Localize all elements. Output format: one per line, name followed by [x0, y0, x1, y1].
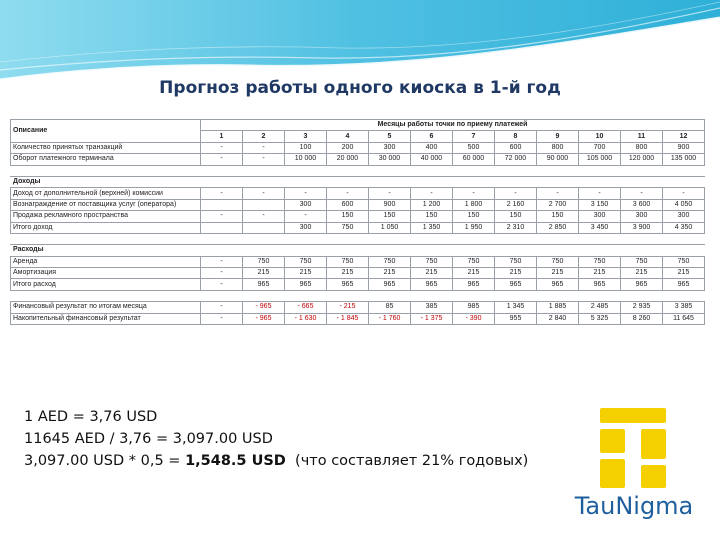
table-cell: 105 000 — [579, 154, 621, 165]
table-cell — [579, 165, 621, 176]
table-cell: 300 — [621, 211, 663, 222]
table-cell — [285, 165, 327, 176]
table-cell — [327, 233, 369, 244]
table-cell: - — [621, 188, 663, 199]
table-row — [11, 256, 705, 267]
table-cell: 800 — [621, 142, 663, 153]
table-cell — [243, 165, 285, 176]
table-cell — [579, 176, 621, 187]
row-label: Накопительный финансовый результат — [11, 313, 201, 324]
table-cell: 150 — [453, 211, 495, 222]
table-cell: 2 310 — [495, 222, 537, 233]
row-label: Амортизация — [11, 268, 201, 279]
table-row — [11, 142, 705, 153]
table-cell: - 965 — [243, 302, 285, 313]
table-row — [11, 211, 705, 222]
table-cell — [411, 176, 453, 187]
row-label: Оборот платежного терминала — [11, 154, 201, 165]
table-cell — [411, 165, 453, 176]
table-cell: 85 — [369, 302, 411, 313]
conversion-note: 11645 AED / 3,76 = 3,097.00 USD — [24, 431, 273, 447]
table-cell: 600 — [327, 199, 369, 210]
table-cell: 10 000 — [285, 154, 327, 165]
table-cell: 750 — [453, 256, 495, 267]
table-cell — [369, 176, 411, 187]
table-cell: 965 — [411, 279, 453, 290]
table-row — [11, 154, 705, 165]
table-cell — [537, 290, 579, 301]
table-cell: 300 — [285, 199, 327, 210]
row-label: Доход от дополнительной (верхней) комиссии — [11, 188, 201, 199]
month-number: 9 — [537, 131, 579, 142]
month-number: 6 — [411, 131, 453, 142]
table-cell: - — [663, 188, 705, 199]
table-cell: 4 350 — [663, 222, 705, 233]
month-number: 11 — [621, 131, 663, 142]
table-cell — [243, 176, 285, 187]
table-cell — [495, 290, 537, 301]
yield-note-suffix: (что составляет 21% годовых) — [285, 453, 529, 469]
table-cell: - — [285, 188, 327, 199]
table-cell — [663, 176, 705, 187]
row-label: Количество принятых транзакций — [11, 142, 201, 153]
table-cell — [453, 290, 495, 301]
yield-note-amount: 1,548.5 USD — [185, 453, 286, 469]
table-cell: 1 350 — [411, 222, 453, 233]
table-cell: 100 — [285, 142, 327, 153]
table-cell — [495, 176, 537, 187]
month-number: 4 — [327, 131, 369, 142]
table-cell: 150 — [411, 211, 453, 222]
section-label: Расходы — [11, 245, 201, 256]
table-cell — [201, 245, 243, 256]
table-cell — [411, 290, 453, 301]
table-row — [11, 199, 705, 210]
table-cell — [621, 290, 663, 301]
table-cell: 215 — [243, 268, 285, 279]
table-cell — [495, 245, 537, 256]
table-cell: - — [201, 268, 243, 279]
table-cell — [369, 290, 411, 301]
table-cell: 750 — [621, 256, 663, 267]
table-cell — [579, 233, 621, 244]
table-header-row — [11, 120, 705, 131]
taunigma-logo-text: TauNigma — [574, 492, 694, 520]
table-cell: - — [285, 211, 327, 222]
table-cell — [621, 165, 663, 176]
table-cell: 150 — [327, 211, 369, 222]
table-cell: - — [201, 302, 243, 313]
table-cell: - — [201, 211, 243, 222]
table-cell: 965 — [369, 279, 411, 290]
table-cell: 215 — [621, 268, 663, 279]
table-cell: 8 260 — [621, 313, 663, 324]
table-cell — [243, 199, 285, 210]
table-cell — [453, 245, 495, 256]
table-cell — [537, 176, 579, 187]
table-cell: 3 150 — [579, 199, 621, 210]
table-cell: 300 — [285, 222, 327, 233]
row-label: Финансовый результат по итогам месяца — [11, 302, 201, 313]
table-cell: 1 050 — [369, 222, 411, 233]
table-cell: 750 — [285, 256, 327, 267]
table-cell — [621, 233, 663, 244]
table-cell: - — [243, 211, 285, 222]
table-cell: - — [201, 256, 243, 267]
table-cell: 955 — [495, 313, 537, 324]
table-cell: - — [243, 154, 285, 165]
table-cell — [285, 290, 327, 301]
table-cell: 965 — [243, 279, 285, 290]
table-cell: 300 — [369, 142, 411, 153]
table-cell: - — [327, 188, 369, 199]
month-number: 7 — [453, 131, 495, 142]
table-cell — [201, 222, 243, 233]
table-row — [11, 313, 705, 324]
yield-note — [24, 453, 528, 469]
row-label: Аренда — [11, 256, 201, 267]
table-cell — [663, 290, 705, 301]
table-cell — [579, 245, 621, 256]
month-number: 2 — [243, 131, 285, 142]
table-cell: 965 — [327, 279, 369, 290]
table-cell: 2 935 — [621, 302, 663, 313]
table-cell — [327, 176, 369, 187]
slide-title: Прогноз работы одного киоска в 1-й год — [159, 78, 561, 98]
table-cell: 5 325 — [579, 313, 621, 324]
table-cell: - 665 — [285, 302, 327, 313]
table-cell: 965 — [495, 279, 537, 290]
table-cell — [579, 290, 621, 301]
table-cell: 215 — [495, 268, 537, 279]
table-cell: - — [201, 188, 243, 199]
table-cell: 700 — [579, 142, 621, 153]
forecast-table — [10, 119, 705, 325]
table-row — [11, 279, 705, 290]
row-label: Вознаграждение от поставщика услуг (оператора) — [11, 199, 201, 210]
table-cell — [243, 290, 285, 301]
table-cell — [369, 165, 411, 176]
table-cell: 2 485 — [579, 302, 621, 313]
month-number: 1 — [201, 131, 243, 142]
table-cell: 900 — [369, 199, 411, 210]
table-cell: 120 000 — [621, 154, 663, 165]
row-label: Итого расход — [11, 279, 201, 290]
table-cell: 11 645 — [663, 313, 705, 324]
table-cell — [537, 233, 579, 244]
table-cell: - — [243, 142, 285, 153]
table-cell — [369, 245, 411, 256]
table-cell — [201, 176, 243, 187]
table-cell: 72 000 — [495, 154, 537, 165]
table-cell: 215 — [453, 268, 495, 279]
table-cell — [285, 245, 327, 256]
table-cell — [327, 165, 369, 176]
table-cell: 750 — [411, 256, 453, 267]
table-cell: 3 450 — [579, 222, 621, 233]
table-cell: 150 — [495, 211, 537, 222]
table-cell: 800 — [537, 142, 579, 153]
table-cell: 965 — [663, 279, 705, 290]
table-cell: 150 — [369, 211, 411, 222]
table-cell: 400 — [411, 142, 453, 153]
table-cell: 2 840 — [537, 313, 579, 324]
table-cell: 300 — [579, 211, 621, 222]
table-cell: 750 — [243, 256, 285, 267]
table-cell — [537, 165, 579, 176]
table-cell: - — [201, 154, 243, 165]
month-number: 8 — [495, 131, 537, 142]
table-cell: - — [495, 188, 537, 199]
month-number: 12 — [663, 131, 705, 142]
table-cell: 2 700 — [537, 199, 579, 210]
table-cell: 20 000 — [327, 154, 369, 165]
table-row — [11, 165, 705, 176]
table-cell: 3 900 — [621, 222, 663, 233]
table-row — [11, 222, 705, 233]
table-cell: 985 — [453, 302, 495, 313]
table-row — [11, 268, 705, 279]
table-cell: 750 — [663, 256, 705, 267]
table-row — [11, 188, 705, 199]
table-cell: 1 800 — [453, 199, 495, 210]
table-cell: 60 000 — [453, 154, 495, 165]
table-cell — [621, 245, 663, 256]
row-label — [11, 165, 201, 176]
table-cell — [243, 222, 285, 233]
table-cell: 965 — [453, 279, 495, 290]
table-cell: 1 950 — [453, 222, 495, 233]
taunigma-logo — [556, 408, 712, 530]
table-cell — [495, 165, 537, 176]
table-cell: 215 — [369, 268, 411, 279]
table-cell: 900 — [663, 142, 705, 153]
table-cell: - 390 — [453, 313, 495, 324]
table-cell — [243, 233, 285, 244]
table-cell: - 1 845 — [327, 313, 369, 324]
table-cell — [243, 245, 285, 256]
table-cell — [537, 245, 579, 256]
table-cell: - — [369, 188, 411, 199]
description-header: Описание — [11, 120, 201, 143]
table-cell: - — [537, 188, 579, 199]
section-row — [11, 176, 705, 187]
month-number: 10 — [579, 131, 621, 142]
table-cell: 30 000 — [369, 154, 411, 165]
table-cell: 965 — [621, 279, 663, 290]
table-cell: 750 — [369, 256, 411, 267]
table-cell: - — [201, 279, 243, 290]
table-cell — [201, 290, 243, 301]
table-cell: 215 — [327, 268, 369, 279]
section-row — [11, 245, 705, 256]
table-cell: - — [201, 313, 243, 324]
table-cell — [201, 199, 243, 210]
table-cell: 215 — [285, 268, 327, 279]
table-cell: 500 — [453, 142, 495, 153]
table-cell — [663, 165, 705, 176]
table-cell: 150 — [537, 211, 579, 222]
forecast-table-body — [11, 120, 705, 325]
months-header: Месяцы работы точки по приему платежей — [201, 120, 705, 131]
table-cell — [621, 176, 663, 187]
table-cell — [327, 245, 369, 256]
table-cell — [453, 233, 495, 244]
table-cell — [285, 233, 327, 244]
table-cell — [327, 290, 369, 301]
table-cell: 600 — [495, 142, 537, 153]
table-cell — [411, 233, 453, 244]
table-row — [11, 290, 705, 301]
table-cell: 90 000 — [537, 154, 579, 165]
table-cell: - 215 — [327, 302, 369, 313]
table-cell: 300 — [663, 211, 705, 222]
table-cell: 965 — [579, 279, 621, 290]
table-cell: 1 345 — [495, 302, 537, 313]
table-cell: 965 — [537, 279, 579, 290]
table-cell: - 1 630 — [285, 313, 327, 324]
row-label — [11, 290, 201, 301]
table-cell: 965 — [285, 279, 327, 290]
month-number: 5 — [369, 131, 411, 142]
table-cell: 3 385 — [663, 302, 705, 313]
table-cell: 1 885 — [537, 302, 579, 313]
table-cell: 750 — [327, 256, 369, 267]
table-cell: 2 850 — [537, 222, 579, 233]
table-cell: 40 000 — [411, 154, 453, 165]
table-cell: 385 — [411, 302, 453, 313]
table-cell — [663, 233, 705, 244]
table-cell: 750 — [579, 256, 621, 267]
table-cell: 1 200 — [411, 199, 453, 210]
table-cell: 2 160 — [495, 199, 537, 210]
table-cell — [495, 233, 537, 244]
table-cell: - — [243, 188, 285, 199]
table-row — [11, 302, 705, 313]
table-cell: - 965 — [243, 313, 285, 324]
row-label: Продажа рекламного пространства — [11, 211, 201, 222]
table-cell: 4 050 — [663, 199, 705, 210]
table-cell — [453, 165, 495, 176]
table-cell: 3 600 — [621, 199, 663, 210]
table-cell: 215 — [663, 268, 705, 279]
table-cell: 750 — [495, 256, 537, 267]
yield-note-prefix: 3,097.00 USD * 0,5 = — [24, 453, 186, 469]
section-label: Доходы — [11, 176, 201, 187]
table-cell: - — [201, 142, 243, 153]
table-cell: - — [579, 188, 621, 199]
table-cell — [453, 176, 495, 187]
table-cell — [411, 245, 453, 256]
table-cell: 215 — [579, 268, 621, 279]
table-cell — [201, 233, 243, 244]
table-cell: 750 — [327, 222, 369, 233]
table-cell: - 1 375 — [411, 313, 453, 324]
table-cell: - — [411, 188, 453, 199]
taunigma-logo-icon — [600, 408, 666, 488]
table-cell: - 1 760 — [369, 313, 411, 324]
table-cell — [201, 165, 243, 176]
row-label: Итого доход — [11, 222, 201, 233]
table-row — [11, 233, 705, 244]
table-cell: 200 — [327, 142, 369, 153]
table-cell — [369, 233, 411, 244]
exchange-rate-note: 1 AED = 3,76 USD — [24, 409, 158, 425]
table-cell: 215 — [537, 268, 579, 279]
row-label — [11, 233, 201, 244]
month-number: 3 — [285, 131, 327, 142]
table-cell: 215 — [411, 268, 453, 279]
table-cell — [663, 245, 705, 256]
table-cell: - — [453, 188, 495, 199]
table-cell: 135 000 — [663, 154, 705, 165]
table-cell — [285, 176, 327, 187]
table-cell: 750 — [537, 256, 579, 267]
forecast-table-container — [10, 119, 704, 387]
